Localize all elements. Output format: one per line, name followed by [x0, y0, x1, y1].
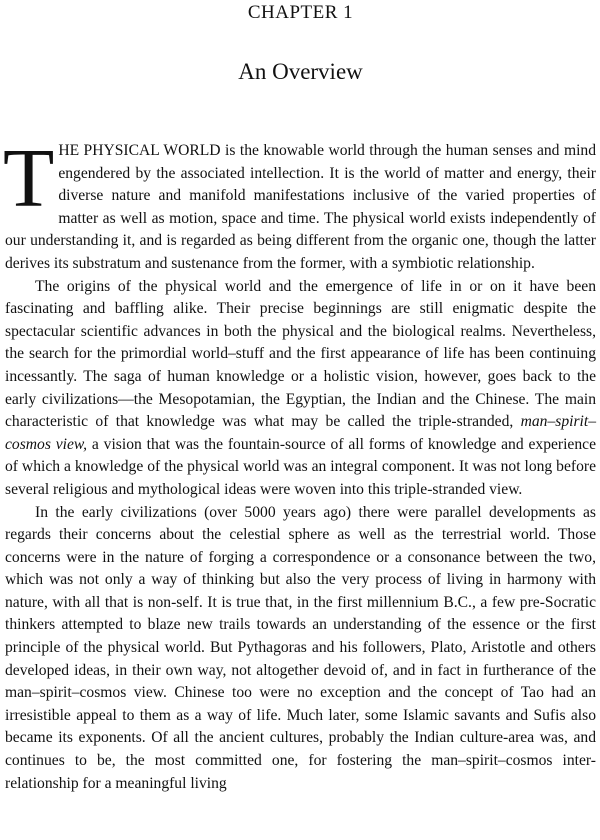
paragraph-2: [5, 276, 596, 502]
paragraph-2-italic-term: man–spirit–cosmos view,: [5, 413, 596, 453]
paragraph-1: [3, 132, 596, 276]
paragraph-3-text: In the early civilizations (over 5000 years ago) there were parallel developments as regards their concerns about the celestial sphere as well as the terrestrial world. Those concerns were in the nature of forging a correspondence or a consonance between the two, which was not only a way of thinking but also the very process of living in harmony with nature, with all that is non-self. It is true that, in the first millennium B.C., a few pre-Socratic thinkers attempted to blaze new trails towards an understanding of the essence or the first principle of the physical world. But Pythagoras and his followers, Plato, Aristotle and others developed ideas, in their own way, not altogether devoid of, and in fact in furtherance of the man–spirit–cosmos view. Chinese too were no exception and the concept of Tao had an irresistible appeal to them as a way of life. Much later, some Islamic savants and Sufis also became its exponents. Of all the ancient cultures, probably the Indian culture-area was, and continues to be, the most committed one, for fostering the man–spirit–cosmos inter-relationship for a meaningful living: [5, 503, 596, 792]
chapter-title: An Overview: [238, 59, 363, 84]
paragraph-2-text-end: a vision that was the fountain-source of all forms of knowledge and experience of which a knowledge of the physical world was an integral component. It was not long before several religious and mythological ideas were woven into this triple-stranded view.: [5, 435, 596, 498]
chapter-label: CHAPTER 1: [247, 2, 354, 23]
chapter-body: [3, 132, 596, 795]
paragraph-3: [5, 502, 596, 796]
paragraph-1-text: HE PHYSICAL WORLD is the knowable world through the human senses and mind engendered by the associated intellection. It is the world of matter and energy, their diverse nature and manifold manifestations inclusive of the varied properties of matter as well as motion, space and time. The physical world exists independently of our understanding it, and is regarded as being different from the organic one, though the latter derives its substratum and sustenance from the former, with a symbiotic relationship.: [5, 142, 596, 272]
paragraph-2-text-start: The origins of the physical world and the emergence of life in or on it have been fascinating and baffling alike. Their precise beginnings are still enigmatic despite the spectacular scientific advances in both the physical and the biological realms. Nevertheless, the search for the primordial world–stuff and the first appearance of life has been continuing incessantly. The saga of human knowledge or a holistic vision, however, goes back to the early civilizations—the Mesopotamian, the Egyptian, the Indian and the Chinese. The main characteristic of that knowledge was what may be called the triple-stranded,: [5, 277, 596, 431]
drop-cap: T: [3, 132, 55, 225]
